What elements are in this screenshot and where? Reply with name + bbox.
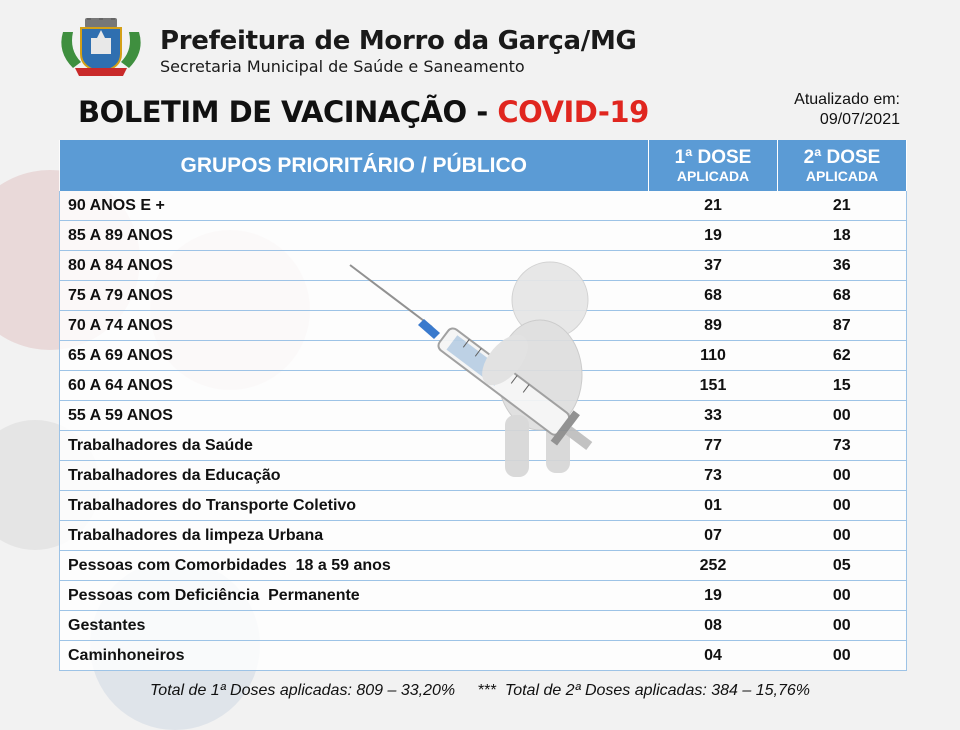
bulletin-prefix: BOLETIM DE VACINAÇÃO - bbox=[78, 95, 498, 129]
table-header-row bbox=[60, 140, 907, 191]
totals-footer: Total de 1ª Doses aplicadas: 809 – 33,20% *** Total de 2ª Doses aplicadas: 384 – 15,76% bbox=[150, 682, 810, 699]
dose1-value: 21 bbox=[649, 191, 778, 221]
group-name: Trabalhadores do Transporte Coletivo bbox=[60, 491, 649, 521]
table-row bbox=[60, 491, 907, 521]
dose2-value: 00 bbox=[778, 611, 907, 641]
table-row bbox=[60, 191, 907, 221]
table-row bbox=[60, 641, 907, 671]
dose2-label: 2ª DOSE bbox=[803, 146, 881, 168]
table-row bbox=[60, 581, 907, 611]
col-header-dose2 bbox=[778, 140, 907, 191]
group-name: 85 A 89 ANOS bbox=[60, 221, 649, 251]
dose1-value: 89 bbox=[649, 311, 778, 341]
dose1-value: 110 bbox=[649, 341, 778, 371]
dose2-value: 68 bbox=[778, 281, 907, 311]
dose1-label: 1ª DOSE bbox=[674, 146, 752, 168]
dose2-value: 62 bbox=[778, 341, 907, 371]
dose1-value: 252 bbox=[649, 551, 778, 581]
group-name: 55 A 59 ANOS bbox=[60, 401, 649, 431]
figure-with-syringe-icon bbox=[340, 255, 640, 485]
table-row bbox=[60, 551, 907, 581]
table-row bbox=[60, 611, 907, 641]
dose1-value: 33 bbox=[649, 401, 778, 431]
bulletin-title bbox=[78, 95, 649, 129]
bulletin-covid: COVID-19 bbox=[497, 95, 649, 129]
updated-label: Atualizado em: bbox=[794, 91, 900, 108]
group-name: Trabalhadores da Saúde bbox=[60, 431, 649, 461]
group-name: 80 A 84 ANOS bbox=[60, 251, 649, 281]
dose1-value: 19 bbox=[649, 581, 778, 611]
dose2-value: 15 bbox=[778, 371, 907, 401]
group-name: Caminhoneiros bbox=[60, 641, 649, 671]
updated-date: 09/07/2021 bbox=[819, 111, 900, 128]
group-name: 70 A 74 ANOS bbox=[60, 311, 649, 341]
dose1-value: 07 bbox=[649, 521, 778, 551]
secretaria-subtitle: Secretaria Municipal de Saúde e Saneamento bbox=[160, 57, 525, 76]
group-name: Gestantes bbox=[60, 611, 649, 641]
dose2-applied-label: APLICADA bbox=[805, 167, 879, 184]
col-header-group: GRUPOS PRIORITÁRIO / PÚBLICO bbox=[60, 140, 649, 191]
updated-block bbox=[794, 90, 900, 130]
prefeitura-title: Prefeitura de Morro da Garça/MG bbox=[160, 26, 637, 56]
dose2-value: 36 bbox=[778, 251, 907, 281]
coat-of-arms-icon bbox=[55, 18, 147, 80]
dose1-value: 19 bbox=[649, 221, 778, 251]
table-row bbox=[60, 221, 907, 251]
dose2-value: 18 bbox=[778, 221, 907, 251]
dose2-value: 87 bbox=[778, 311, 907, 341]
group-name: 75 A 79 ANOS bbox=[60, 281, 649, 311]
dose1-value: 151 bbox=[649, 371, 778, 401]
col-header-dose1 bbox=[649, 140, 778, 191]
dose2-value: 00 bbox=[778, 581, 907, 611]
dose2-value: 00 bbox=[778, 521, 907, 551]
group-name: Trabalhadores da limpeza Urbana bbox=[60, 521, 649, 551]
dose1-value: 37 bbox=[649, 251, 778, 281]
dose1-value: 04 bbox=[649, 641, 778, 671]
dose2-value: 00 bbox=[778, 401, 907, 431]
dose1-value: 08 bbox=[649, 611, 778, 641]
dose1-value: 68 bbox=[649, 281, 778, 311]
dose1-value: 77 bbox=[649, 431, 778, 461]
group-name: Pessoas com Comorbidades 18 a 59 anos bbox=[60, 551, 649, 581]
group-name: 90 ANOS E + bbox=[60, 191, 649, 221]
table-row bbox=[60, 521, 907, 551]
dose2-value: 21 bbox=[778, 191, 907, 221]
dose2-value: 73 bbox=[778, 431, 907, 461]
dose2-value: 00 bbox=[778, 461, 907, 491]
dose2-value: 00 bbox=[778, 641, 907, 671]
dose2-value: 00 bbox=[778, 491, 907, 521]
group-name: Pessoas com Deficiência Permanente bbox=[60, 581, 649, 611]
group-name: Trabalhadores da Educação bbox=[60, 461, 649, 491]
group-name: 65 A 69 ANOS bbox=[60, 341, 649, 371]
dose1-applied-label: APLICADA bbox=[676, 167, 750, 184]
group-name: 60 A 64 ANOS bbox=[60, 371, 649, 401]
dose2-value: 05 bbox=[778, 551, 907, 581]
dose1-value: 73 bbox=[649, 461, 778, 491]
dose1-value: 01 bbox=[649, 491, 778, 521]
